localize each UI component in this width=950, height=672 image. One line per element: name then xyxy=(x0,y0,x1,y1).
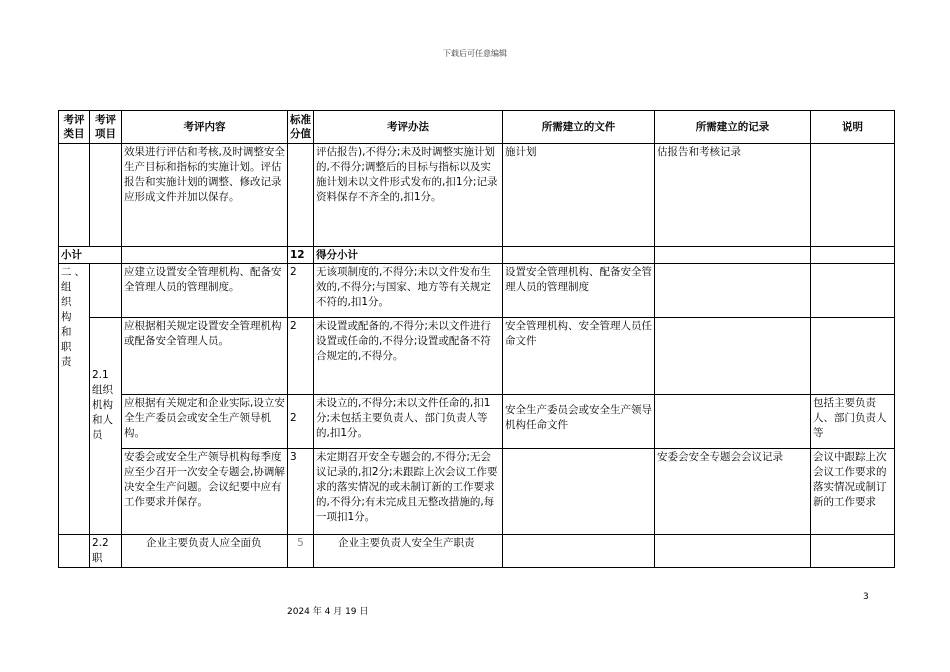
item-duty: 2.2职 xyxy=(90,535,122,568)
evaluation-table xyxy=(58,110,895,568)
cell-method: 未设置或配备的,不得分;未以文件进行设置或任命的,不得分;设置或配备不符合规定的,不得分。 xyxy=(314,318,503,395)
header-item: 考评项目 xyxy=(90,111,122,144)
cell-method: 无该项制度的,不得分;未以文件发布生效的,不得分;与国家、地方等有关规定不符的,扣1分。 xyxy=(314,264,503,318)
header-score: 标准分值 xyxy=(288,111,314,144)
cell-content: 企业主要负责人应全面负 xyxy=(122,535,288,568)
cell-records xyxy=(655,395,811,449)
subtotal-row xyxy=(59,247,895,264)
cell-score xyxy=(288,144,314,247)
header-note: 下载后可任意编辑 xyxy=(443,49,507,58)
cell-files xyxy=(503,535,655,568)
table-header-row xyxy=(59,111,895,144)
cell-score: 3 xyxy=(288,449,314,535)
item-org-personnel: 2.1组织机构和人员 xyxy=(90,318,122,535)
cell-item xyxy=(90,264,122,318)
cell-method: 评估报告),不得分;未及时调整实施计划的,不得分;调整后的目标与指标以及实施计划未以文件形式发布的,扣1分;记录资料保存不齐全的,扣1分。 xyxy=(314,144,503,247)
cell-note: 包括主要负责人、部门负责人等 xyxy=(811,395,895,449)
table-row xyxy=(59,144,895,247)
subtotal-score: 12 xyxy=(288,247,314,264)
cell-files: 安全生产委员会或安全生产领导机构任命文件 xyxy=(503,395,655,449)
header-method: 考评办法 xyxy=(314,111,503,144)
cell-files xyxy=(503,247,655,264)
table-row xyxy=(59,449,895,535)
table-row xyxy=(59,535,895,568)
cell-files xyxy=(503,449,655,535)
cell-content: 应建立设置安全管理机构、配备安全管理人员的管理制度。 xyxy=(122,264,288,318)
cell-note xyxy=(811,264,895,318)
header-files: 所需建立的文件 xyxy=(503,111,655,144)
cell-note xyxy=(811,535,895,568)
cell-content: 效果进行评估和考核,及时调整安全生产目标和指标的实施计划。评估报告和实施计划的调整、修改记录应形成文件并加以保存。 xyxy=(122,144,288,247)
cell-records xyxy=(655,318,811,395)
subtotal-method: 得分小计 xyxy=(314,247,503,264)
cell-score: 2 xyxy=(288,395,314,449)
cell-item xyxy=(90,144,122,247)
table-row xyxy=(59,395,895,449)
header-content: 考评内容 xyxy=(122,111,288,144)
cell-content: 安委会或安全生产领导机构每季度应至少召开一次安全专题会,协调解决安全生产问题。会议纪要中应有工作要求并保存。 xyxy=(122,449,288,535)
cell-method: 未定期召开安全专题会的,不得分;无会议记录的,扣2分;未跟踪上次会议工作要求的落实情况的或未制订新的工作要求的,不得分;有未完成且无整改措施的,每一项扣1分。 xyxy=(314,449,503,535)
category-org: 二、组织构和职责 xyxy=(59,264,90,535)
cell-note xyxy=(811,318,895,395)
cell-records xyxy=(655,264,811,318)
cell-note: 会议中跟踪上次会议工作要求的落实情况或制订新的工作要求 xyxy=(811,449,895,535)
subtotal-label: 小计 xyxy=(59,247,122,264)
footer-date: 2024 年 4 月 19 日 xyxy=(287,607,369,617)
cell-category xyxy=(59,535,90,568)
table-row xyxy=(59,318,895,395)
cell-note xyxy=(811,144,895,247)
cell-records xyxy=(655,535,811,568)
cell-records: 估报告和考核记录 xyxy=(655,144,811,247)
cell-category xyxy=(59,144,90,247)
cell-content xyxy=(122,247,288,264)
header-category: 考评类目 xyxy=(59,111,90,144)
cell-records xyxy=(655,247,811,264)
cell-score: 2 xyxy=(288,264,314,318)
cell-score: 2 xyxy=(288,318,314,395)
header-note: 说明 xyxy=(811,111,895,144)
cell-method: 企业主要负责人安全生产职责 xyxy=(314,535,503,568)
table-row xyxy=(59,264,895,318)
page-number: 3 xyxy=(863,592,869,602)
cell-files: 施计划 xyxy=(503,144,655,247)
cell-records: 安委会安全专题会会议记录 xyxy=(655,449,811,535)
cell-method: 未设立的,不得分;未以文件任命的,扣1分;未包括主要负责人、部门负责人等的,扣1分。 xyxy=(314,395,503,449)
cell-content: 应根据相关规定设置安全管理机构或配备安全管理人员。 xyxy=(122,318,288,395)
cell-content: 应根据有关规定和企业实际,设立安全生产委员会或安全生产领导机构。 xyxy=(122,395,288,449)
header-records: 所需建立的记录 xyxy=(655,111,811,144)
cell-score: 5 xyxy=(288,535,314,568)
cell-note xyxy=(811,247,895,264)
cell-files: 安全管理机构、安全管理人员任命文件 xyxy=(503,318,655,395)
cell-files: 设置安全管理机构、配备安全管理人员的管理制度 xyxy=(503,264,655,318)
